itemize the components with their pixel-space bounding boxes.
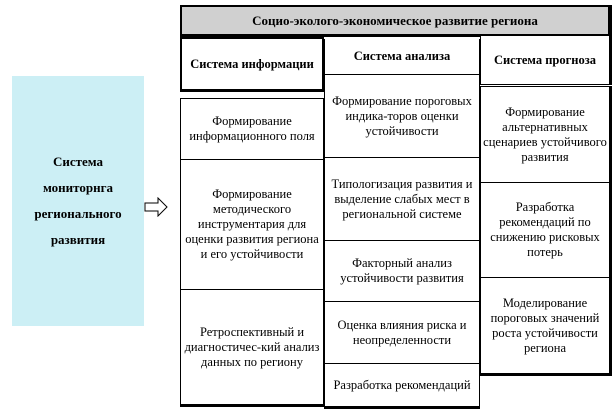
analysis-item-4: Оценка влияния риска и неопределенности bbox=[324, 301, 480, 364]
analysis-item-1: Формирование пороговых индика-торов оценки устойчивости bbox=[324, 74, 480, 158]
forecast-system-header: Система прогноза bbox=[480, 35, 612, 85]
analysis-item-5: Разработка рекомендаций bbox=[324, 363, 480, 409]
monitoring-system-label: Система мониторнга регионального развития bbox=[34, 154, 122, 247]
info-item-1: Формирование информационного поля bbox=[180, 98, 324, 160]
forecast-item-3: Моделирование пороговых значений роста устойчивости региона bbox=[480, 277, 612, 376]
diagram-title: Социо-эколого-экономическое развитие региона bbox=[180, 5, 612, 37]
forecast-item-1: Формирование альтернативных сценариев устойчивого развития bbox=[480, 86, 612, 183]
monitoring-system-panel bbox=[12, 76, 144, 326]
analysis-item-2: Типологизация развития и выделение слабых мест в региональной системе bbox=[324, 157, 480, 241]
analysis-system-header: Система анализа bbox=[324, 39, 480, 75]
right-arrow-icon bbox=[144, 197, 168, 217]
info-item-2: Формирование методического инструментария для оценки развития региона и его устойчивости bbox=[180, 159, 324, 290]
info-item-3: Ретроспективный и диагностичес-кий анализ данных по региону bbox=[180, 289, 324, 407]
info-system-header: Система информации bbox=[180, 37, 324, 92]
analysis-item-3: Факторный анализ устойчивости развития bbox=[324, 240, 480, 302]
forecast-item-2: Разработка рекомендаций по снижению рисковых потерь bbox=[480, 182, 612, 278]
